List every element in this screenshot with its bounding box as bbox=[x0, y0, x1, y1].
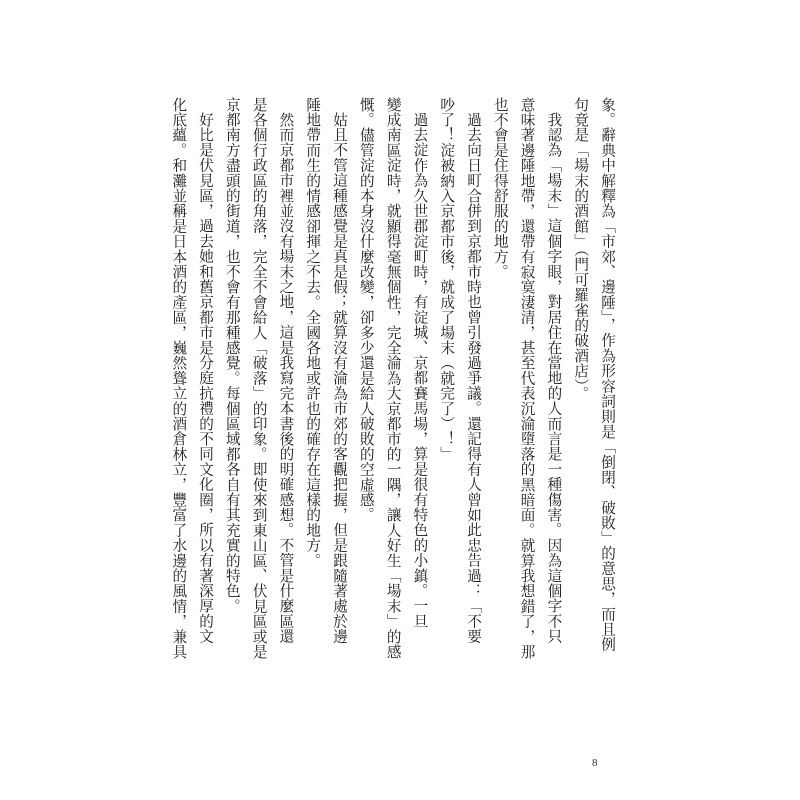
text-column: 陲地帶而生的情感卻揮之不去。全國各地或許也的確存在這樣的地方。 bbox=[304, 97, 322, 569]
text-column: 象。辭典中解釋為「市郊、邊陲」，作為形容詞則是「倒閉、破敗」的意思，而且例 bbox=[599, 97, 616, 653]
text-column: 化底蘊。和灘並稱是日本酒的產區，巍然聳立的酒倉林立，豐富了水邊的風情，兼具 bbox=[170, 97, 188, 660]
text-column: 吵了！淀被納入京都市後，就成了場末（就完了）！」 bbox=[438, 97, 456, 462]
text-column: 意味著邊陲地帶，還帶有寂寞淒清，甚至代表沉淪墮落的黑暗面。就算我想錯了，那 bbox=[518, 97, 536, 660]
text-column: 也不會是住得舒服的地方。 bbox=[491, 97, 509, 280]
text-column: 慨。儘管淀的本身沒什麼改變，卻多少還是給人破敗的空虛感。 bbox=[357, 97, 375, 523]
text-column: 過去淀作為久世郡淀町時，有淀城、京都賽馬場，算是很有特色的小鎮。一旦 bbox=[411, 111, 429, 629]
text-column: 是各個行政區的角落，完全不會給人「破落」的印象。即使來到東山區、伏見區或是 bbox=[250, 97, 268, 660]
text-column: 變成南區淀時，就顯得毫無個性，完全淪為大京都市的一隅，讓人好生「場末」的感 bbox=[384, 97, 402, 660]
text-column: 我認為「場末」這個字眼，對居住在當地的人而言是一種傷害。因為這個字不只 bbox=[545, 111, 563, 644]
text-column: 好比是伏見區，過去她和舊京都市是分庭抗禮的不同文化圈，所以有著深厚的文 bbox=[197, 111, 215, 644]
text-column: 句竟是「場末的酒館」（門可羅雀的破酒店）。 bbox=[572, 97, 590, 402]
text-column: 京都南方盡頭的街道，也不會有那種感覺。每個區域都各自有其充實的特色。 bbox=[223, 97, 241, 614]
page-number: 8 bbox=[592, 757, 598, 769]
text-column: 姑且不管這種感覺是真是假；就算沒有淪為市郊的客觀把握，但是跟隨著處於邊 bbox=[331, 111, 349, 644]
text-column: 然而京都市裡並沒有場末之地，這是我寫完本書後的明確感想。不管是什麼區還 bbox=[277, 111, 295, 644]
body-text bbox=[164, 97, 620, 660]
text-column: 過去向日町合併到京都市時也曾引發過爭議。還記得有人曾如此忠告過：「不要 bbox=[465, 111, 483, 644]
